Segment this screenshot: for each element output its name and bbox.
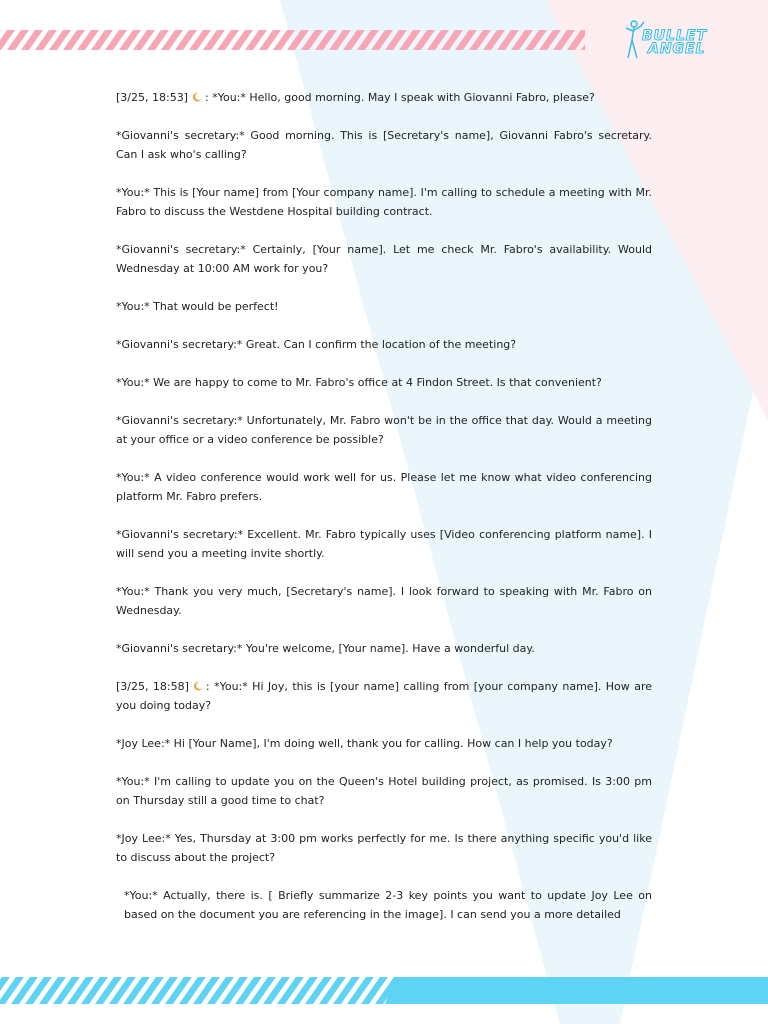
message-2: *Giovanni's secretary:* Good morning. This is [Secretary's name], Giovanni Fabro's secretary. Can I ask who's calling? — [116, 129, 652, 161]
message-17: *You:* Actually, there is. [ Briefly summarize 2-3 key points you want to update Joy Lee on based on the document you are referencing in the image]. I can send you a more detailed — [124, 889, 652, 921]
brand-line-1: BULLET — [642, 28, 707, 44]
message-separator: : — [205, 680, 210, 693]
message-14: *Joy Lee:* Hi [Your Name], I'm doing well, thank you for calling. How can I help you today? — [116, 737, 613, 750]
message-timestamp: [3/25, 18:53] — [116, 91, 188, 104]
message-11: *You:* Thank you very much, [Secretary's name]. I look forward to speaking with Mr. Fabro on Wednesday. — [116, 585, 652, 617]
crescent-moon-icon — [192, 92, 202, 102]
message-10: *Giovanni's secretary:* Excellent. Mr. Fabro typically uses [Video conferencing platform name]. I will send you a meeting invite shortly. — [116, 528, 652, 560]
message-text: *You:* Hi Joy, this is [your name] calling from [your company name]. How are you doing today? — [116, 680, 653, 712]
message-3: *You:* This is [Your name] from [Your company name]. I'm calling to schedule a meeting with Mr. Fabro to discuss the Westdene Hospital building contract. — [116, 186, 652, 218]
bottom-stripe-band — [0, 977, 400, 1004]
message-13 — [116, 677, 652, 715]
message-timestamp: [3/25, 18:58] — [116, 680, 189, 693]
crescent-moon-icon — [193, 681, 203, 691]
message-separator: : — [204, 91, 209, 104]
message-16: *Joy Lee:* Yes, Thursday at 3:00 pm works perfectly for me. Is there anything specific you'd like to discuss about the project? — [116, 832, 652, 864]
message-6: *Giovanni's secretary:* Great. Can I confirm the location of the meeting? — [116, 338, 517, 351]
brand-line-2: ANGEL — [648, 41, 706, 57]
message-1 — [116, 88, 652, 107]
top-stripe-band — [0, 30, 585, 50]
message-9: *You:* A video conference would work well for us. Please let me know what video conferencing platform Mr. Fabro prefers. — [116, 471, 652, 503]
message-text: *You:* Hello, good morning. May I speak with Giovanni Fabro, please? — [212, 91, 595, 104]
message-5: *You:* That would be perfect! — [116, 300, 279, 313]
chat-transcript — [116, 88, 652, 924]
bottom-solid-band — [385, 977, 768, 1004]
brand-wordmark — [642, 30, 707, 56]
message-12: *Giovanni's secretary:* You're welcome, [Your name]. Have a wonderful day. — [116, 642, 535, 655]
message-8: *Giovanni's secretary:* Unfortunately, Mr. Fabro won't be in the office that day. Would a meeting at your office or a video conference be possible? — [116, 414, 652, 446]
message-7: *You:* We are happy to come to Mr. Fabro's office at 4 Findon Street. Is that convenient? — [116, 376, 602, 389]
message-4: *Giovanni's secretary:* Certainly, [Your name]. Let me check Mr. Fabro's availability. Would Wednesday at 10:00 AM work for you? — [116, 243, 652, 275]
message-15: *You:* I'm calling to update you on the Queen's Hotel building project, as promised. Is 3:00 pm on Thursday still a good time to chat? — [116, 775, 652, 807]
